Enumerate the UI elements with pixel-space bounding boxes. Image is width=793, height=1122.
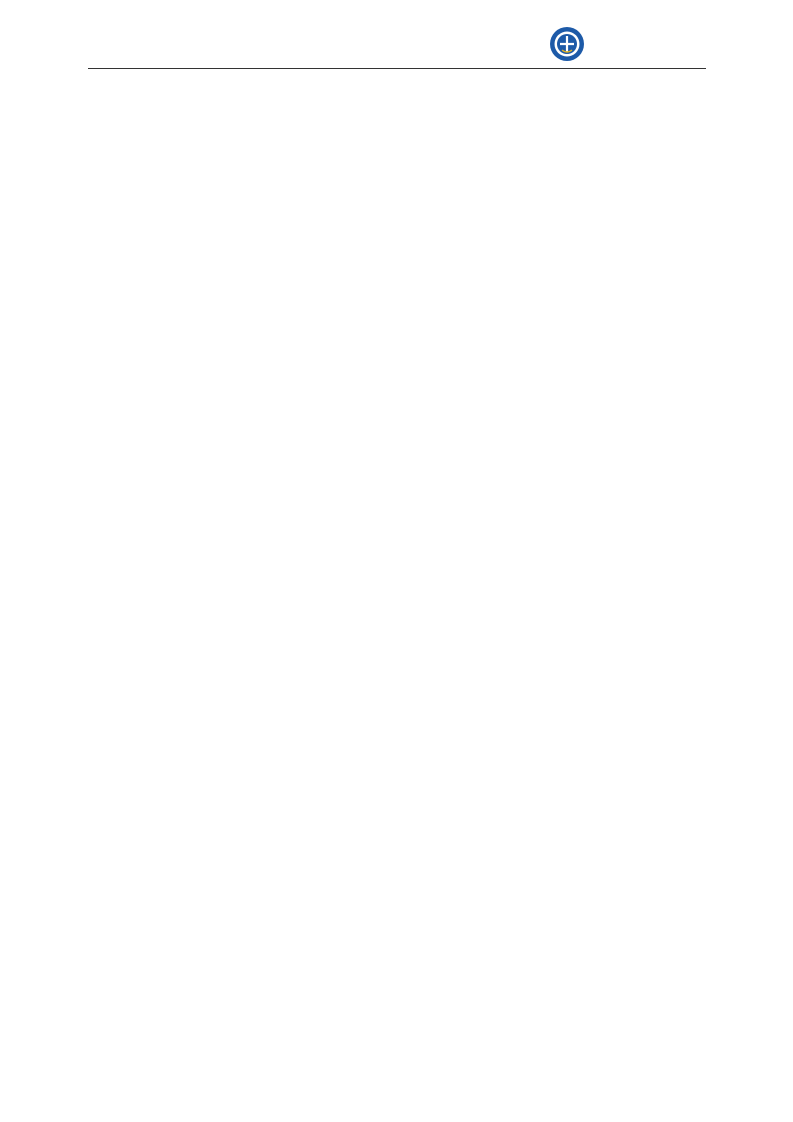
header-rule [88, 68, 706, 69]
college-logo [549, 24, 719, 64]
college-emblem-icon [549, 26, 585, 62]
